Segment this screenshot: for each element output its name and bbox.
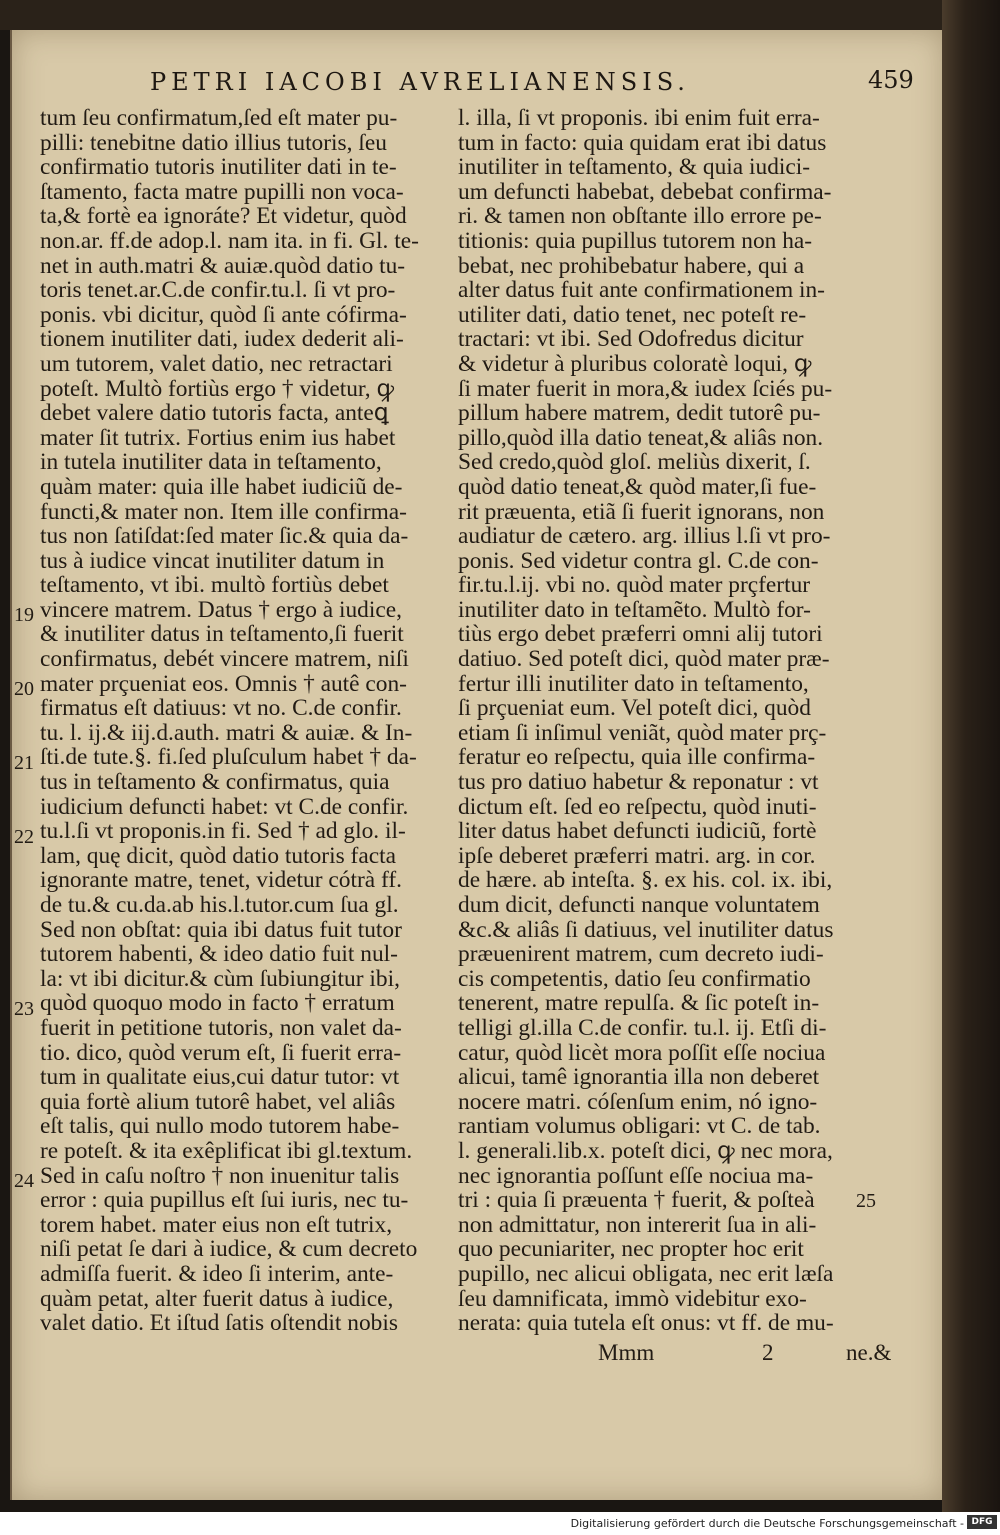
- text-line: firmatus eſt datiuus: vt no. C.de confir.: [40, 695, 402, 722]
- margin-number-23: 23: [14, 998, 34, 1020]
- text-line: toris tenet.ar.C.de confir.tu.l. ſi vt pro-: [40, 277, 396, 304]
- text-line: debet valere datio tutoris facta, anteꝗ: [40, 400, 389, 427]
- text-line: iudicium defuncti habet: vt C.de confir.: [40, 793, 409, 820]
- text-line: ſeu damnificata, immò videbitur exo-: [458, 1285, 807, 1312]
- text-line: nerata: quia tutela eſt onus: vt ff. de mu-: [458, 1310, 834, 1337]
- text-line: re poteſt. & ita exêplificat ibi gl.textum.: [40, 1137, 413, 1164]
- text-line: feratur eo reſpectu, quia ille confirma-: [458, 744, 816, 771]
- text-line: tu.l.ſi vt proponis.in fi. Sed † ad glo. il-: [40, 818, 406, 845]
- page-number: 459: [868, 66, 914, 94]
- left-column: [40, 106, 442, 1336]
- text-line: admiſſa fuerit. & ideo ſi interim, ante-: [40, 1260, 394, 1287]
- text-line: Sed credo,quòd gloſ. meliùs dixerit, ſ.: [458, 449, 811, 476]
- text-line: non admittatur, non intererit ſua in ali-: [458, 1211, 817, 1238]
- scan-top-border: [0, 0, 1000, 30]
- text-line: dictum eſt. ſed eo reſpectu, quòd inuti-: [458, 793, 817, 820]
- margin-number-24: 24: [14, 1170, 34, 1192]
- margin-number-21: 21: [14, 752, 34, 774]
- text-line: utiliter dati, datio tenet, nec poteſt re-: [458, 301, 807, 328]
- text-line: datiuo. Sed poteſt dici, quòd mater præ-: [458, 646, 830, 673]
- text-line: in tutela inutiliter data in teſtamento,: [40, 449, 382, 476]
- signature-mark: Mmm: [598, 1340, 655, 1365]
- text-line: ſi mater fuerit in mora,& iudex ſciés pu-: [458, 375, 833, 402]
- text-line: quia fortè alium tutorê habet, vel aliâs: [40, 1088, 396, 1115]
- text-line: inutiliter dato in teſtamẽto. Multò for-: [458, 596, 811, 623]
- text-line: nocere matri. cóſenſum enim, nó igno-: [458, 1088, 818, 1115]
- text-line: net in auth.matri & auiæ.quòd datio tu-: [40, 252, 406, 279]
- text-line: ignorante matre, tenet, videtur cótrà ff.: [40, 867, 402, 894]
- text-line: pillum habere matrem, dedit tutorê pu-: [458, 400, 821, 427]
- text-line: fuerit in petitione tutoris, non valet da-: [40, 1014, 402, 1041]
- text-line: functi,& mater non. Item ille confirma-: [40, 498, 407, 525]
- text-line: mater ſit tutrix. Fortius enim ius habet: [40, 424, 396, 451]
- text-line: quàm petat, alter fuerit datus à iudice,: [40, 1285, 394, 1312]
- text-line: fertur illi inutiliter dato in teſtamento,: [458, 670, 809, 697]
- text-line: tus non ſatiſdat:ſed mater ſic.& quia da-: [40, 523, 409, 550]
- text-line: la: vt ibi dicitur.& cùm ſubiungitur ibi,: [40, 965, 400, 992]
- text-line: quòd datio teneat,& quòd mater,ſi fue-: [458, 473, 817, 500]
- text-line: dum dicit, defuncti nanque voluntatem: [458, 892, 820, 918]
- text-line: præuenirent matrem, cum decreto iudi-: [458, 941, 824, 968]
- text-line: l. generali.lib.x. poteſt dici, ꝙ nec mora,: [458, 1137, 833, 1164]
- text-line: mater prçueniat eos. Omnis † autê con-: [40, 670, 407, 697]
- text-line: inutiliter in teſtamento, & quia iudici-: [458, 154, 811, 181]
- text-line: etiam ſi inſimul veniãt, quòd mater prç-: [458, 719, 827, 746]
- dfg-logo: DFG: [967, 1515, 997, 1529]
- text-line: de tu.& cu.da.ab his.l.tutor.cum ſua gl.: [40, 892, 399, 918]
- text-line: ta,& fortè ea ignoráte? Et videtur, quòd: [40, 203, 407, 230]
- catchword: ne.&: [846, 1340, 892, 1365]
- text-line: rantiam volumus obligari: vt C. de tab.: [458, 1113, 821, 1140]
- text-line: torem habet. mater eius non eſt tutrix,: [40, 1211, 393, 1238]
- text-line: confirmatus, debét vincere matrem, niſi: [40, 646, 409, 673]
- text-line: tri : quia ſi præuenta † fuerit, & poſteà: [458, 1187, 815, 1214]
- text-line: pilli: tenebitne datio illius tutoris, ſeu: [40, 129, 387, 156]
- text-line: alicui, tamê ignorantia illa non deberet: [458, 1064, 820, 1091]
- margin-number-22: 22: [14, 826, 34, 848]
- text-line: tu. l. ij.& iij.d.auth. matri & auiæ. & In-: [40, 719, 413, 746]
- text-line: ri. & tamen non obſtante illo errore pe-: [458, 203, 822, 230]
- text-line: nec ignorantia poſſunt eſſe nociua ma-: [458, 1162, 814, 1189]
- text-line: tio. dico, quòd verum eſt, ſi fuerit erra-: [40, 1039, 402, 1066]
- text-line: error : quia pupillus eſt ſui iuris, nec tu-: [40, 1187, 409, 1214]
- text-line: um defuncti habebat, debebat confirma-: [458, 178, 832, 205]
- text-line: ponis. vbi dicitur, quòd ſi ante cófirma-: [40, 301, 407, 328]
- text-line: &c.& aliâs ſi datiuus, vel inutiliter datus: [458, 916, 834, 943]
- text-line: l. illa, ſi vt proponis. ibi enim fuit erra-: [458, 105, 820, 131]
- footer-credit: Digitalisierung gefördert durch die Deutsche Forschungsgemeinschaft -: [570, 1517, 964, 1530]
- text-line: liter datus habet defuncti iudiciũ, fortè: [458, 818, 817, 845]
- text-line: um tutorem, valet datio, nec retractari: [40, 350, 393, 377]
- text-line: tionem inutiliter dati, iudex dederit ali-: [40, 326, 404, 353]
- text-line: de hære. ab inteſta. §. ex his. col. ix. ibi,: [458, 867, 833, 894]
- text-line: pillo,quòd illa datio teneat,& aliâs non.: [458, 424, 824, 451]
- margin-number-20: 20: [14, 678, 34, 700]
- text-line: vincere matrem. Datus † ergo à iudice,: [40, 596, 402, 623]
- text-line: niſi petat ſe dari à iudice, & cum decreto: [40, 1236, 418, 1263]
- text-line: catur, quòd licèt mora poſſit eſſe nociua: [458, 1039, 826, 1066]
- text-line: lam, quę dicit, quòd datio tutoris facta: [40, 842, 396, 869]
- text-line: telligi gl.illa C.de confir. tu.l. ij. Etſi di-: [458, 1014, 827, 1041]
- text-line: ipſe deberet præferri matri. arg. in cor.: [458, 842, 816, 869]
- text-line: audiatur de cætero. arg. illius l.ſi vt pro-: [458, 523, 831, 550]
- text-line: quàm mater: quia ille habet iudiciũ de-: [40, 473, 403, 500]
- text-line: tus pro datiuo habetur & reponatur : vt: [458, 769, 819, 796]
- text-line: eſt talis, qui nullo modo tutorem habe-: [40, 1113, 400, 1140]
- text-line: pupillo, nec alicui obligata, nec erit læſa: [458, 1260, 834, 1287]
- book-edge: [942, 0, 1000, 1512]
- text-line: ponis. Sed videtur contra gl. C.de con-: [458, 547, 819, 574]
- signature-number: 2: [762, 1340, 774, 1365]
- text-line: tum in facto: quia quidam erat ibi datus: [458, 129, 827, 156]
- text-line: fir.tu.l.ij. vbi no. quòd mater prçfertur: [458, 572, 811, 599]
- text-line: alter datus fuit ante confirmationem in-: [458, 277, 825, 304]
- margin-number-19: 19: [14, 604, 34, 626]
- text-line: tutorem habenti, & ideo datio fuit nul-: [40, 941, 398, 968]
- text-line: non.ar. ff.de adop.l. nam ita. in fi. Gl. te-: [40, 227, 419, 254]
- text-line: titionis: quia pupillus tutorem non ha-: [458, 227, 813, 254]
- text-line: Sed in caſu noſtro † non inuenitur talis: [40, 1162, 400, 1189]
- text-line: cis competentis, datio ſeu confirmatio: [458, 965, 811, 992]
- text-line: valet datio. Et iſtud ſatis oſtendit nobis: [40, 1310, 398, 1337]
- text-line: quòd quoquo modo in facto † erratum: [40, 990, 395, 1017]
- text-line: bebat, nec prohibebatur habere, qui a: [458, 252, 805, 279]
- text-line: teſtamento, vt ibi. multò fortiùs debet: [40, 572, 389, 599]
- margin-number-25: 25: [856, 1190, 876, 1212]
- text-line: ſtamento, facta matre pupilli non voca-: [40, 178, 404, 205]
- text-line: tractari: vt ibi. Sed Odofredus dicitur: [458, 326, 804, 353]
- text-line: & videtur à pluribus coloratè loqui, ꝙ: [458, 350, 812, 377]
- text-line: Sed non obſtat: quia ibi datus fuit tutor: [40, 916, 402, 943]
- text-line: & inutiliter datus in teſtamento,ſi fuerit: [40, 621, 404, 648]
- text-line: tus in teſtamento & confirmatus, quia: [40, 769, 390, 796]
- text-line: tus à iudice vincat inutiliter datum in: [40, 547, 385, 574]
- text-line: ſti.de tute.§. fi.ſed pluſculum habet † da-: [40, 744, 417, 771]
- running-head: PETRI IACOBI AVRELIANENSIS.: [150, 68, 690, 96]
- text-line: tum in qualitate eius,cui datur tutor: vt: [40, 1064, 400, 1091]
- text-line: tum ſeu confirmatum,ſed eſt mater pu-: [40, 105, 398, 131]
- text-line: rit præuenta, etiã ſi fuerit ignorans, non: [458, 498, 825, 525]
- right-column: [458, 106, 840, 1336]
- text-line: tiùs ergo debet præferri omni alij tutori: [458, 621, 823, 648]
- text-line: tenerent, matre repulſa. & ſic poteſt in-: [458, 990, 820, 1017]
- text-line: ſi prçueniat eum. Vel poteſt dici, quòd: [458, 695, 811, 722]
- text-line: confirmatio tutoris inutiliter dati in te-: [40, 154, 397, 181]
- text-line: quo pecuniariter, nec propter hoc erit: [458, 1236, 804, 1263]
- text-line: poteſt. Multò fortiùs ergo † videtur, ꝙ: [40, 375, 395, 402]
